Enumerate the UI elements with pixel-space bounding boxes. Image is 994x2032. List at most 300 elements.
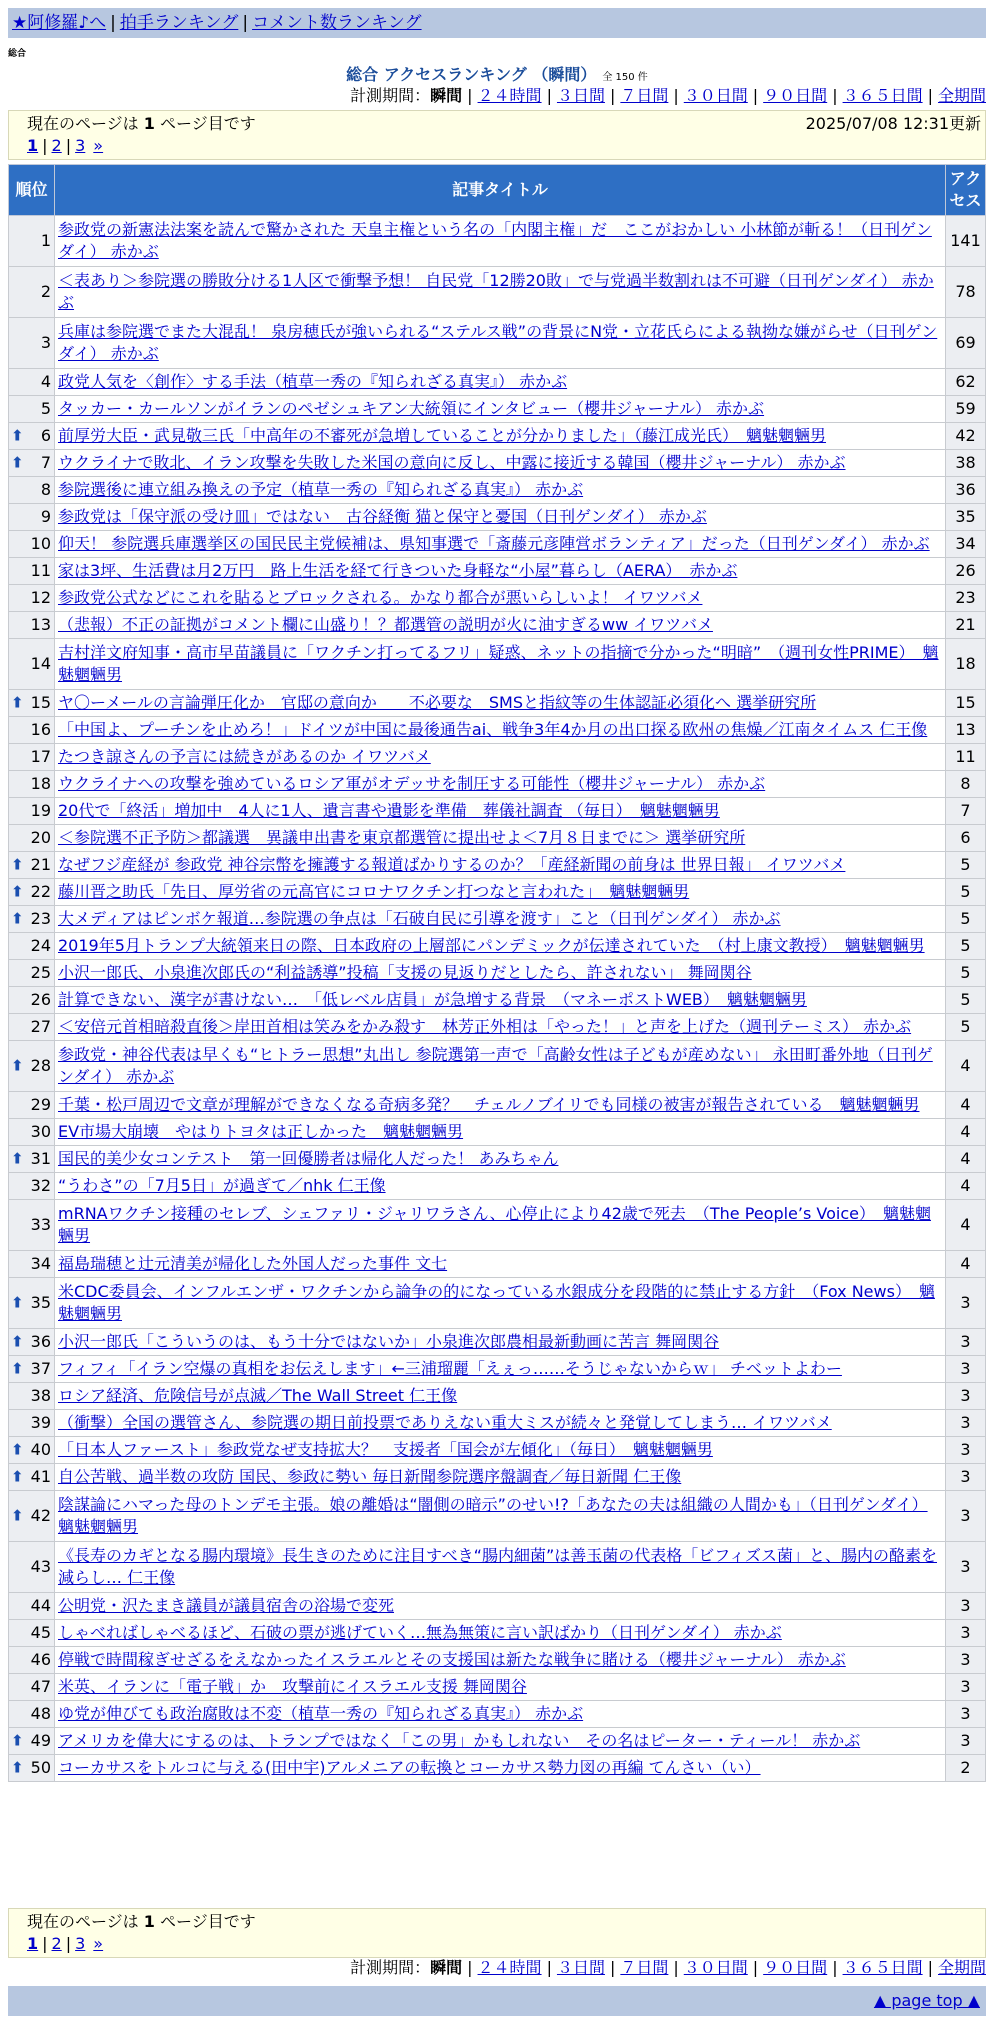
- table-row: [9, 879, 986, 906]
- title-cell: [55, 612, 946, 639]
- rank-number: 18: [30, 774, 51, 793]
- applause-ranking-link[interactable]: 拍手ランキング: [119, 13, 239, 33]
- rank-number: 41: [30, 1467, 51, 1486]
- pager-page-1[interactable]: 1: [27, 136, 39, 155]
- access-count: 5: [946, 1014, 986, 1041]
- table-row: [9, 825, 986, 852]
- access-count: 3: [946, 1542, 986, 1593]
- period-separator: |: [832, 1958, 838, 1977]
- rank-cell: [9, 825, 55, 852]
- rank-number: 30: [30, 1122, 51, 1141]
- title-cell: [55, 1593, 946, 1620]
- access-count: 21: [946, 612, 986, 639]
- title-cell: [55, 933, 946, 960]
- period-separator: |: [673, 1958, 679, 1977]
- title-cell: [55, 318, 946, 369]
- article-link[interactable]: 福島瑞穂と辻元清美が帰化した外国人だった事件 文七: [58, 1254, 448, 1273]
- rank-number: 3: [40, 333, 51, 352]
- access-count: 36: [946, 477, 986, 504]
- table-row: [9, 1329, 986, 1356]
- article-link[interactable]: タッカー・カールソンがイランのペゼシュキアン大統領にインタビュー（櫻井ジャーナル） 赤かぶ: [58, 399, 765, 418]
- table-row: [9, 1620, 986, 1647]
- table-row: [9, 1464, 986, 1491]
- period-link-1[interactable]: ３日間: [556, 86, 605, 105]
- page-top-link[interactable]: ▲ page top ▲: [873, 1991, 980, 2010]
- rank-number: 34: [30, 1254, 51, 1273]
- access-count: 34: [946, 531, 986, 558]
- table-row: [9, 450, 986, 477]
- title-cell: [55, 1041, 946, 1092]
- table-row: [9, 771, 986, 798]
- rank-cell: [9, 744, 55, 771]
- category-label: 総合: [8, 49, 27, 59]
- article-link[interactable]: ロシア経済、危険信号が点滅／The Wall Street 仁王像: [58, 1386, 458, 1405]
- rank-cell: [9, 933, 55, 960]
- rank-number: 19: [30, 801, 51, 820]
- table-row: [9, 1410, 986, 1437]
- rank-cell: [9, 879, 55, 906]
- article-link[interactable]: ウクライナで敗北、イラン攻撃を失敗した米国の意向に反し、中露に接近する韓国（櫻井ジャーナル） 赤かぶ: [58, 453, 846, 472]
- article-link[interactable]: 米CDC委員会、インフルエンザ・ワクチンから論争の的になっている水銀成分を段階的に禁止する方針 （Fox News） 魑魅魍魎男: [58, 1282, 935, 1323]
- page-info-box: [8, 110, 986, 160]
- pager-separator: |: [42, 1934, 48, 1953]
- period-link-0[interactable]: ２４時間: [477, 1958, 542, 1977]
- rank-number: 15: [30, 693, 51, 712]
- table-row: [9, 531, 986, 558]
- rank-cell: [9, 1464, 55, 1491]
- period-current: 瞬間: [430, 1958, 463, 1977]
- period-link-5[interactable]: ３６５日間: [842, 1958, 923, 1977]
- pager-page-3[interactable]: 3: [75, 1934, 86, 1953]
- access-count: 3: [946, 1701, 986, 1728]
- title-cell: [55, 504, 946, 531]
- rank-cell: [9, 798, 55, 825]
- title-cell: [55, 585, 946, 612]
- rank-number: 26: [30, 990, 51, 1009]
- period-link-3[interactable]: ３０日間: [683, 1958, 748, 1977]
- pagination: [27, 1933, 975, 1955]
- article-link[interactable]: 2019年5月トランプ大統領来日の際、日本政府の上層部にパンデミックが伝達されていた （村上康文教授） 魑魅魍魎男: [58, 936, 925, 955]
- pager-next[interactable]: »: [93, 1934, 104, 1953]
- access-count: 7: [946, 798, 986, 825]
- table-row: [9, 639, 986, 690]
- rank-number: 39: [30, 1413, 51, 1432]
- article-link[interactable]: 自公苦戦、過半数の攻防 国民、参政に勢い 毎日新聞参院選序盤調査／毎日新聞 仁王像: [58, 1467, 682, 1486]
- rank-number: 32: [30, 1176, 51, 1195]
- table-row: [9, 987, 986, 1014]
- title-cell: [55, 1329, 946, 1356]
- period-link-5[interactable]: ３６５日間: [842, 86, 923, 105]
- table-row: [9, 933, 986, 960]
- access-count: 4: [946, 1146, 986, 1173]
- article-link[interactable]: 参政党公式などにこれを貼るとブロックされる。かなり都合が悪いらしいよ！ イワツバメ: [58, 588, 703, 607]
- rank-number: 44: [30, 1596, 51, 1615]
- rank-number: 9: [40, 507, 51, 526]
- article-link[interactable]: アメリカを偉大にするのは、トランプではなく「この男」かもしれない その名はピーター・ティール！ 赤かぶ: [58, 1731, 861, 1750]
- rank-number: 28: [30, 1056, 51, 1075]
- pager-page-1[interactable]: 1: [27, 1934, 39, 1953]
- table-row: [9, 960, 986, 987]
- article-link[interactable]: 公明党・沢たまき議員が議員宿舎の浴場で変死: [58, 1596, 395, 1615]
- title-cell: [55, 1647, 946, 1674]
- title-cell: [55, 852, 946, 879]
- rank-cell: [9, 558, 55, 585]
- rank-cell: [9, 1647, 55, 1674]
- rank-number: 25: [30, 963, 51, 982]
- access-count: 4: [946, 1119, 986, 1146]
- access-count: 4: [946, 1041, 986, 1092]
- rank-number: 7: [40, 453, 51, 472]
- rank-cell: [9, 1119, 55, 1146]
- rank-up-arrow-icon: ⬆: [11, 909, 24, 928]
- pager-page-3[interactable]: 3: [75, 136, 86, 155]
- access-count: 13: [946, 717, 986, 744]
- rank-up-arrow-icon: ⬆: [11, 453, 24, 472]
- access-count: 42: [946, 423, 986, 450]
- access-count: 3: [946, 1329, 986, 1356]
- title-cell: [55, 1014, 946, 1041]
- access-count: 35: [946, 504, 986, 531]
- period-separator: |: [927, 1958, 933, 1977]
- pagination: [27, 135, 975, 157]
- period-link-6[interactable]: 全期間: [937, 1958, 986, 1977]
- article-link[interactable]: ウクライナへの攻撃を強めているロシア軍がオデッサを制圧する可能性（櫻井ジャーナル） 赤かぶ: [58, 774, 766, 793]
- article-link[interactable]: mRNAワクチン接種のセレブ、シェファリ・ジャリワラさん、心停止により42歳で死去 （The People’s Voice） 魑魅魍魎男: [58, 1204, 931, 1245]
- rank-cell: [9, 852, 55, 879]
- rank-number: 17: [30, 747, 51, 766]
- rank-number: 23: [30, 909, 51, 928]
- period-separator: |: [927, 86, 933, 105]
- title-cell: [55, 639, 946, 690]
- rank-cell: [9, 906, 55, 933]
- access-count: 5: [946, 879, 986, 906]
- table-row: [9, 1674, 986, 1701]
- rank-number: 21: [30, 855, 51, 874]
- rank-number: 45: [30, 1623, 51, 1642]
- period-link-1[interactable]: ３日間: [556, 1958, 605, 1977]
- table-row: [9, 612, 986, 639]
- title-cell: [55, 771, 946, 798]
- updated-timestamp: 2025/07/08 12:31更新: [805, 114, 981, 133]
- rank-number: 11: [30, 561, 51, 580]
- access-count: 59: [946, 396, 986, 423]
- rank-cell: [9, 504, 55, 531]
- period-link-0[interactable]: ２４時間: [477, 86, 542, 105]
- table-row: [9, 1647, 986, 1674]
- access-count: 4: [946, 1173, 986, 1200]
- page-title: [0, 62, 994, 85]
- title-cell: [55, 960, 946, 987]
- rank-up-arrow-icon: ⬆: [11, 1467, 24, 1486]
- rank-cell: [9, 1542, 55, 1593]
- total-count: 全 150 件: [602, 72, 648, 83]
- period-selector: [350, 86, 986, 106]
- rank-cell: [9, 1701, 55, 1728]
- column-header-rank: 順位: [9, 165, 55, 216]
- rank-cell: [9, 1092, 55, 1119]
- rank-number: 5: [40, 399, 51, 418]
- table-row: [9, 1701, 986, 1728]
- article-link[interactable]: 仰天！ 参院選兵庫選挙区の国民民主党候補は、県知事選で「斎藤元彦陣営ボランティア」だった（日刊ゲンダイ） 赤かぶ: [58, 534, 930, 553]
- access-count: 3: [946, 1278, 986, 1329]
- article-link[interactable]: 大メディアはピンボケ報道…参院選の争点は「石破自民に引導を渡す」こと（日刊ゲンダイ） 赤かぶ: [58, 909, 781, 928]
- table-row: [9, 267, 986, 318]
- article-link[interactable]: 停戦で時間稼ぎせざるをえなかったイスラエルとその支援国は新たな戦争に賭ける（櫻井ジャーナル） 赤かぶ: [58, 1650, 846, 1669]
- table-row: [9, 1173, 986, 1200]
- ranking-title: 総合 アクセスランキング （瞬間）: [346, 65, 597, 84]
- article-link[interactable]: ヤ〇ーメールの言論弾圧化か 官邸の意向か 不必要な SMSと指紋等の生体認証必須化へ 選挙研究所: [58, 693, 817, 712]
- table-row: [9, 216, 986, 267]
- article-link[interactable]: EV市場大崩壊 やはりトヨタは正しかった 魑魅魍魎男: [58, 1122, 464, 1141]
- access-count: 5: [946, 987, 986, 1014]
- rank-cell: [9, 1173, 55, 1200]
- article-link[interactable]: （衝撃）全国の選管さん、参院選の期日前投票でありえない重大ミスが続々と発覚してしまう… イワツバメ: [58, 1413, 832, 1432]
- rank-number: 13: [30, 615, 51, 634]
- pager-page-2[interactable]: 2: [51, 1934, 62, 1953]
- table-row: [9, 585, 986, 612]
- rank-cell: [9, 396, 55, 423]
- period-link-2[interactable]: ７日間: [620, 1958, 669, 1977]
- title-cell: [55, 1410, 946, 1437]
- title-cell: [55, 450, 946, 477]
- table-row: [9, 1041, 986, 1092]
- title-cell: [55, 798, 946, 825]
- period-link-4[interactable]: ９０日間: [763, 86, 828, 105]
- article-link[interactable]: 陰謀論にハマった母のトンデモ主張。娘の離婚は“闇側の暗示”のせい!?「あなたの夫は組織の人間かも」（日刊ゲンダイ）魑魅魍魎男: [58, 1495, 928, 1536]
- title-cell: [55, 396, 946, 423]
- article-link[interactable]: 参院選後に連立組み換えの予定（植草一秀の『知られざる真実』） 赤かぶ: [58, 480, 584, 499]
- title-cell: [55, 1728, 946, 1755]
- title-cell: [55, 1674, 946, 1701]
- table-row: [9, 1119, 986, 1146]
- article-link[interactable]: たつき諒さんの予言には続きがあるのか イワツバメ: [58, 747, 431, 766]
- article-link[interactable]: 小沢一郎氏、小泉進次郎氏の“利益誘導”投稿「支援の見返りだとしたら、許されない」 舞岡関谷: [58, 963, 752, 982]
- article-link[interactable]: 藤川晋之助氏「先日、厚労省の元高官にコロナワクチン打つなと言われた」 魑魅魍魎男: [58, 882, 690, 901]
- rank-up-arrow-icon: ⬆: [11, 1332, 24, 1351]
- rank-cell: [9, 450, 55, 477]
- rank-number: 33: [30, 1215, 51, 1234]
- article-link[interactable]: 兵庫は参院選でまた大混乱！ 泉房穂氏が強いられる“ステルス戦”の背景にN党・立花氏らによる執拗な嫌がらせ（日刊ゲンダイ） 赤かぶ: [58, 322, 938, 363]
- nav-separator: |: [110, 13, 116, 33]
- rank-number: 42: [30, 1506, 51, 1525]
- rank-number: 29: [30, 1095, 51, 1114]
- article-link[interactable]: （悲報）不正の証拠がコメント欄に山盛り！？都選管の説明が火に油すぎるww イワツバメ: [58, 615, 713, 634]
- title-cell: [55, 1464, 946, 1491]
- rank-cell: [9, 639, 55, 690]
- article-link[interactable]: 計算できない、漢字が書けない… 「低レベル店員」が急増する背景 （マネーポストWEB） 魑魅魍魎男: [58, 990, 807, 1009]
- access-count: 3: [946, 1464, 986, 1491]
- comment-ranking-link[interactable]: コメント数ランキング: [252, 13, 422, 33]
- rank-cell: [9, 1251, 55, 1278]
- rank-cell: [9, 1041, 55, 1092]
- rank-number: 36: [30, 1332, 51, 1351]
- period-label: 計測期間：: [350, 1958, 431, 1977]
- access-count: 8: [946, 771, 986, 798]
- table-row: [9, 1437, 986, 1464]
- rank-cell: [9, 690, 55, 717]
- title-cell: [55, 477, 946, 504]
- article-link[interactable]: 参政党・神谷代表は早くも“ヒトラー思想”丸出し 参院選第一声で「高齢女性は子どもが産めない」 永田町番外地（日刊ゲンダイ） 赤かぶ: [58, 1045, 933, 1086]
- access-count: 3: [946, 1356, 986, 1383]
- access-count: 3: [946, 1437, 986, 1464]
- period-link-2[interactable]: ７日間: [620, 86, 669, 105]
- article-link[interactable]: ＜安倍元首相暗殺直後＞岸田首相は笑みをかみ殺す 林芳正外相は「やった！」と声を上げた（週刊テーミス） 赤かぶ: [58, 1017, 912, 1036]
- rank-cell: [9, 1200, 55, 1251]
- table-row: [9, 1755, 986, 1782]
- table-row: [9, 1014, 986, 1041]
- rank-number: 2: [40, 282, 51, 301]
- rank-cell: [9, 960, 55, 987]
- access-count: 3: [946, 1491, 986, 1542]
- rank-cell: [9, 771, 55, 798]
- access-count: 3: [946, 1674, 986, 1701]
- article-link[interactable]: なぜフジ産経が 参政党 神谷宗幣を擁護する報道ばかりするのか？「産経新聞の前身は 世界日報」 イワツバメ: [58, 855, 846, 874]
- table-row: [9, 558, 986, 585]
- article-link[interactable]: 《長寿のカギとなる腸内環境》長生きのために注目すべき“腸内細菌”は善玉菌の代表格「ビフィズス菌」と、腸内の酪素を減らし… 仁王像: [58, 1546, 937, 1587]
- article-link[interactable]: 政党人気を〈創作〉する手法（植草一秀の『知られざる真実』） 赤かぶ: [58, 372, 568, 391]
- article-link[interactable]: 千葉・松戸周辺で文章が理解ができなくなる奇病多発？ チェルノブイリでも同様の被害が報告されている 魑魅魍魎男: [58, 1095, 920, 1114]
- rank-number: 37: [30, 1359, 51, 1378]
- access-count: 5: [946, 960, 986, 987]
- title-cell: [55, 879, 946, 906]
- article-link[interactable]: ＜表あり＞参院選の勝敗分ける1人区で衝撃予想！ 自民党「12勝20敗」で与党過半数割れは不可避（日刊ゲンダイ） 赤かぶ: [58, 271, 934, 312]
- rank-number: 24: [30, 936, 51, 955]
- article-link[interactable]: 小沢一郎氏「こういうのは、もう十分ではないか」小泉進次郎農相最新動画に苦言 舞岡関谷: [58, 1332, 720, 1351]
- table-row: [9, 477, 986, 504]
- access-count: 15: [946, 690, 986, 717]
- pager-next[interactable]: »: [93, 136, 104, 155]
- rank-up-arrow-icon: ⬆: [11, 855, 24, 874]
- rank-cell: [9, 1593, 55, 1620]
- title-cell: [55, 216, 946, 267]
- rank-number: 8: [40, 480, 51, 499]
- period-link-3[interactable]: ３０日間: [683, 86, 748, 105]
- access-count: 5: [946, 852, 986, 879]
- title-cell: [55, 1092, 946, 1119]
- access-count: 3: [946, 1620, 986, 1647]
- title-cell: [55, 267, 946, 318]
- rank-up-arrow-icon: ⬆: [11, 1731, 24, 1750]
- rank-number: 40: [30, 1440, 51, 1459]
- period-link-4[interactable]: ９０日間: [763, 1958, 828, 1977]
- rank-cell: [9, 1491, 55, 1542]
- access-count: 23: [946, 585, 986, 612]
- rank-number: 14: [30, 654, 51, 673]
- table-row: [9, 504, 986, 531]
- access-count: 5: [946, 906, 986, 933]
- table-row: [9, 717, 986, 744]
- rank-number: 4: [40, 372, 51, 391]
- period-separator: |: [609, 86, 616, 105]
- pager-page-2[interactable]: 2: [51, 136, 62, 155]
- article-link[interactable]: しゃべればしゃべるほど、石破の票が逃げていく…無為無策に言い訳ばかり（日刊ゲンダイ） 赤かぶ: [58, 1623, 782, 1642]
- rank-number: 46: [30, 1650, 51, 1669]
- pager-separator: |: [42, 136, 48, 155]
- pager-separator: |: [65, 1934, 72, 1953]
- article-link[interactable]: 米英、イランに「電子戦」か 攻撃前にイスラエル支援 舞岡関谷: [58, 1677, 527, 1696]
- article-link[interactable]: 参政党の新憲法法案を読んで驚かされた 天皇主権という名の「内閣主権」だ ここがおかしい 小林節が斬る！（日刊ゲンダイ） 赤かぶ: [58, 220, 932, 261]
- access-count: 141: [946, 216, 986, 267]
- ranking-table: [8, 164, 986, 1782]
- rank-up-arrow-icon: ⬆: [11, 1293, 24, 1312]
- access-count: 18: [946, 639, 986, 690]
- article-link[interactable]: 20代で「終活」増加中 4人に1人、遺言書や遺影を準備 葬儀社調査 （毎日） 魑魅魍魎男: [58, 801, 720, 820]
- rank-cell: [9, 1437, 55, 1464]
- rank-cell: [9, 987, 55, 1014]
- article-link[interactable]: 参政党は「保守派の受け皿」ではない 古谷経衡 猫と保守と憂国（日刊ゲンダイ） 赤かぶ: [58, 507, 707, 526]
- title-cell: [55, 1119, 946, 1146]
- article-link[interactable]: 家は3坪、生活費は月2万円 路上生活を経て行きついた身軽な“小屋”暮らし（AERA） 赤かぶ: [58, 561, 738, 580]
- rank-up-arrow-icon: ⬆: [11, 426, 24, 445]
- title-cell: [55, 1542, 946, 1593]
- access-count: 4: [946, 1251, 986, 1278]
- title-cell: [55, 423, 946, 450]
- title-cell: [55, 690, 946, 717]
- article-link[interactable]: 「日本人ファースト」参政党なぜ支持拡大？ 支援者「国会が左傾化」（毎日） 魑魅魍魎男: [58, 1440, 713, 1459]
- article-link[interactable]: 国民的美少女コンテスト 第一回優勝者は帰化人だった！ あみちゃん: [58, 1149, 559, 1168]
- article-link[interactable]: コーカサスをトルコに与える(田中宇)アルメニアの転換とコーカサス勢力図の再編 てんさい（い）: [58, 1758, 761, 1777]
- rank-number: 22: [30, 882, 51, 901]
- rank-cell: [9, 612, 55, 639]
- rank-up-arrow-icon: ⬆: [11, 1758, 24, 1777]
- pager-separator: |: [65, 136, 72, 155]
- rank-up-arrow-icon: ⬆: [11, 1506, 24, 1525]
- rank-number: 16: [30, 720, 51, 739]
- period-separator: |: [752, 86, 759, 105]
- access-count: 69: [946, 318, 986, 369]
- rank-up-arrow-icon: ⬆: [11, 1440, 24, 1459]
- title-cell: [55, 825, 946, 852]
- article-link[interactable]: 前厚労大臣・武見敬三氏「中高年の不審死が急増していることが分かりました」（藤江成光氏） 魑魅魍魎男: [58, 426, 827, 445]
- page-info-text: 現在のページは 1 ページ目です: [27, 1912, 256, 1931]
- rank-cell: [9, 216, 55, 267]
- access-count: 2: [946, 1755, 986, 1782]
- title-cell: [55, 1701, 946, 1728]
- article-link[interactable]: フィフィ「イラン空爆の真相をお伝えします」←三浦瑠麗「えぇっ……そうじゃないからｗ」 チベットよわー: [58, 1359, 842, 1378]
- period-separator: |: [546, 1958, 552, 1977]
- table-row: [9, 369, 986, 396]
- home-link[interactable]: ★阿修羅♪へ: [12, 13, 107, 33]
- table-row: [9, 744, 986, 771]
- rank-cell: [9, 1620, 55, 1647]
- title-cell: [55, 1755, 946, 1782]
- rank-up-arrow-icon: ⬆: [11, 1359, 24, 1378]
- rank-number: 49: [30, 1731, 51, 1750]
- period-link-6[interactable]: 全期間: [937, 86, 986, 105]
- article-link[interactable]: 吉村洋文府知事・高市早苗議員に「ワクチン打ってるフリ」疑惑、ネットの指摘で分かった“明暗” （週刊女性PRIME） 魑魅魍魎男: [58, 643, 939, 684]
- article-link[interactable]: 「中国よ、プーチンを止めろ！」ドイツが中国に最後通告ai、戦争3年4か月の出口探る欧州の焦燥／江南タイムス 仁王像: [58, 720, 928, 739]
- period-separator: |: [673, 86, 679, 105]
- period-label: 計測期間：: [350, 86, 431, 105]
- table-row: [9, 1491, 986, 1542]
- table-row: [9, 423, 986, 450]
- article-link[interactable]: “うわさ”の「7月5日」が過ぎて／nhk 仁王像: [58, 1176, 386, 1195]
- rank-number: 31: [30, 1149, 51, 1168]
- rank-cell: [9, 1755, 55, 1782]
- rank-cell: [9, 1329, 55, 1356]
- article-link[interactable]: ＜参院選不正予防＞都議選 異議申出書を東京都選管に提出せよ＜7月８日までに＞ 選挙研究所: [58, 828, 746, 847]
- rank-cell: [9, 1410, 55, 1437]
- rank-cell: [9, 477, 55, 504]
- access-count: 3: [946, 1410, 986, 1437]
- access-count: 3: [946, 1383, 986, 1410]
- article-link[interactable]: ゆ党が伸びても政治腐敗は不変（植草一秀の『知られざる真実』） 赤かぶ: [58, 1704, 584, 1723]
- rank-cell: [9, 267, 55, 318]
- rank-number: 35: [30, 1293, 51, 1312]
- access-count: 6: [946, 825, 986, 852]
- title-cell: [55, 1383, 946, 1410]
- rank-up-arrow-icon: ⬆: [11, 1056, 24, 1075]
